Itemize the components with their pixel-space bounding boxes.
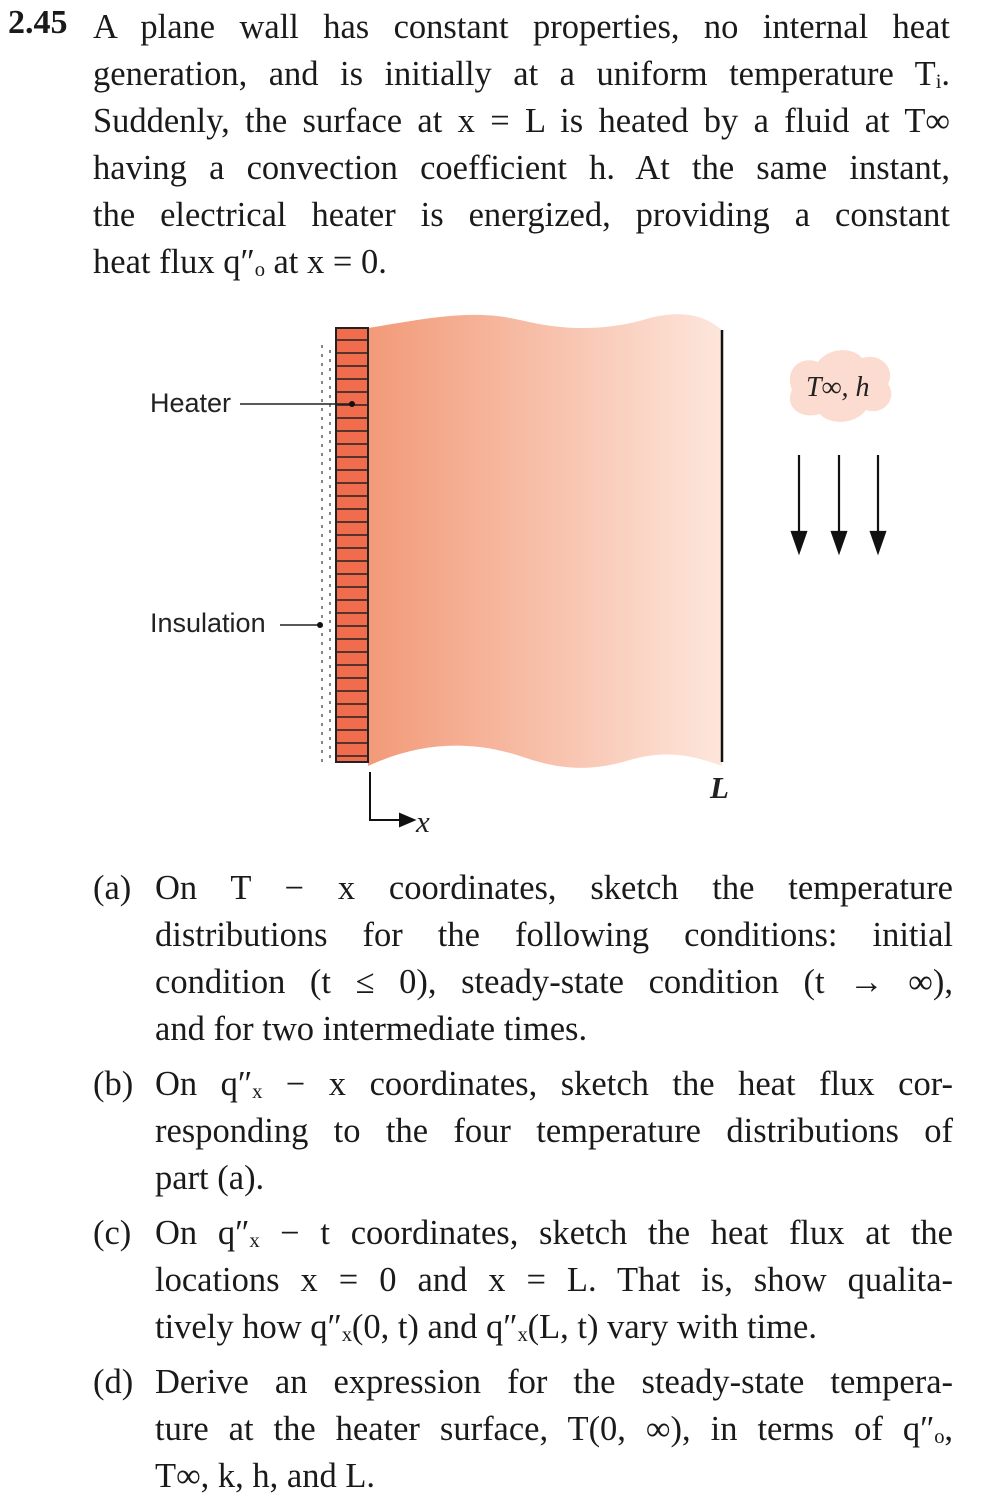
part-c [93,1210,953,1351]
heater-leader-dot [349,401,355,407]
statement-line: Suddenly, the surface at x = L is heated by a fluid at T∞ [93,102,950,140]
part-line: distributions for the following conditions: initial [155,916,953,954]
part-line: On q″ₓ − x coordinates, sketch the heat flux cor- [155,1065,953,1103]
part-line: condition (t ≤ 0), steady-state condition (t → ∞), [155,963,953,1001]
fluid-label: T∞, h [806,372,870,403]
insulation-label: Insulation [150,608,266,638]
wall-figure [0,300,997,860]
part-line: Derive an expression for the steady-state tempera- [155,1363,953,1401]
statement-line: having a convection coefficient h. At the same instant, [93,149,950,187]
statement-line: generation, and is initially at a uniform temperature Tᵢ. [93,55,950,93]
part-line: and for two intermediate times. [155,1010,588,1048]
part-line: On q″ₓ − t coordinates, sketch the heat flux at the [155,1214,953,1252]
insulation-leader-dot [317,622,323,628]
part-line: tively how q″ₓ(0, t) and q″ₓ(L, t) vary with time. [155,1308,817,1346]
problem-parts [93,865,953,1508]
part-a [93,865,953,1053]
convection-arrows [792,455,885,552]
problem-statement [93,4,950,286]
problem-number: 2.45 [8,4,68,41]
part-line: T∞, k, h, and L. [155,1457,376,1495]
part-line: locations x = 0 and x = L. That is, show qualita- [155,1261,953,1299]
part-line: ture at the heater surface, T(0, ∞), in terms of q″ₒ, [155,1410,953,1448]
part-tag: (b) [93,1065,134,1103]
x-axis [370,772,414,826]
length-label: L [710,770,729,805]
part-tag: (c) [93,1214,132,1252]
part-line: part (a). [155,1159,265,1197]
part-tag: (a) [93,869,132,907]
heater-element [336,328,368,762]
part-line: On T − x coordinates, sketch the temperature [155,869,953,907]
heater-label: Heater [150,388,232,418]
statement-line: the electrical heater is energized, providing a constant [93,196,950,234]
plane-wall [368,314,722,768]
statement-line: heat flux q″ₒ at x = 0. [93,243,387,281]
statement-line: A plane wall has constant properties, no internal heat [93,8,950,46]
insulation-layer [322,345,330,762]
part-b [93,1061,953,1202]
part-line: responding to the four temperature distributions of [155,1112,953,1150]
part-tag: (d) [93,1363,134,1401]
axis-label: x [416,804,430,839]
part-d [93,1359,953,1500]
